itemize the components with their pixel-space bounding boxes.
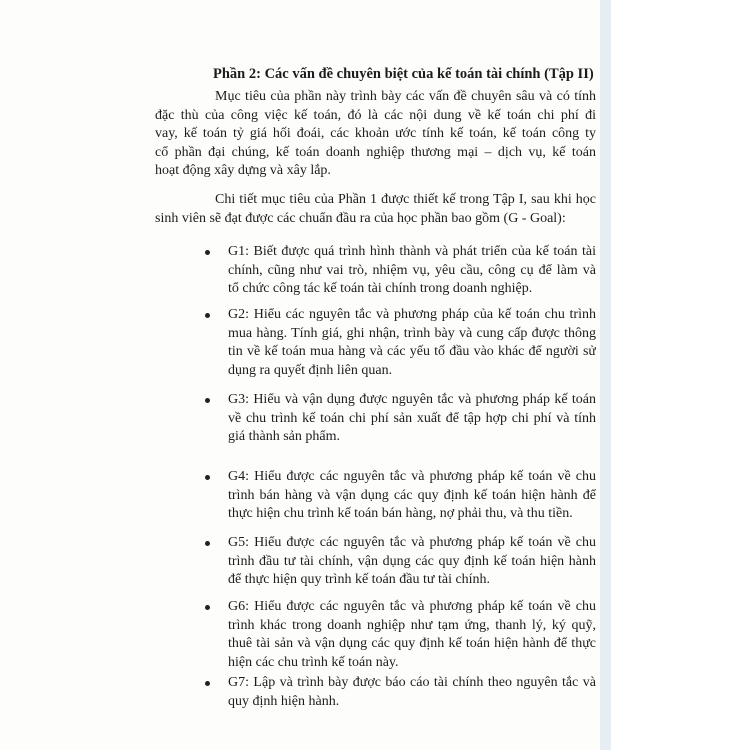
text-line: hoạt động xây dựng và xây lắp. — [155, 163, 331, 178]
bullet-icon — [205, 681, 210, 686]
paragraph — [155, 88, 596, 181]
text-line: trình bán hàng và vận dụng các quy định kế toán hiện hành để — [228, 487, 596, 503]
text-line: G5: Hiểu được các nguyên tắc và phương pháp kế toán về chu — [228, 535, 596, 550]
text-line: G1: Biết được quá trình hình thành và phát triển của kế toán tài — [228, 244, 596, 259]
text-line: hiện các chu trình kế toán này. — [228, 654, 399, 670]
goal-list-item — [228, 391, 596, 447]
text-line: để thực hiện quy trình kế toán đầu tư tài chính. — [228, 572, 491, 587]
text-line: chính, cũng như vai trò, nhiệm vụ, yêu cầu, công cụ để làm và — [228, 262, 596, 278]
text-line: mua hàng. Tính giá, ghi nhận, trình bày và cung cấp được thông — [228, 325, 596, 341]
goal-list-item — [228, 598, 596, 672]
text-line: quy định hiện hành. — [228, 693, 340, 709]
text-line: cổ phần đại chúng, kế toán doanh nghiệp thương mại – dịch vụ, kế toán — [155, 144, 596, 160]
text-line: giá thành sản phẩm. — [228, 429, 340, 444]
text-line: thuê tài sản và vận dụng các quy định kế toán hiện hành để thực — [228, 636, 596, 651]
text-line: đặc thù của công việc kế toán, đó là các nội dung về kế toán chi phí đi — [155, 107, 596, 123]
text-line: Mục tiêu của phần này trình bày các vấn đề chuyên sâu và có tính — [215, 89, 596, 104]
goal-list-item — [228, 306, 596, 380]
text-line: dụng ra quyết định liên quan. — [228, 362, 393, 378]
text-line: G7: Lập và trình bày được báo cáo tài chính theo nguyên tắc và — [228, 675, 596, 690]
text-line: vay, kế toán tỷ giá hối đoái, các khoản ước tính kế toán, kế toán công ty — [155, 126, 596, 141]
section-heading: Phần 2: Các vấn đề chuyên biệt của kế toán tài chính (Tập II) — [213, 66, 594, 82]
text-line: G4: Hiểu được các nguyên tắc và phương pháp kế toán về chu — [228, 469, 596, 484]
text-line: G2: Hiểu các nguyên tắc và phương pháp của kế toán chu trình — [228, 307, 596, 322]
goal-list-item — [228, 243, 596, 299]
bullet-icon — [205, 313, 210, 318]
text-line: thực hiện chu trình kế toán bán hàng, nợ phải thu, và thu tiền. — [228, 506, 573, 521]
text-line: trình khác trong doanh nghiệp như tạm ứng, thanh lý, ký quỹ, — [228, 617, 596, 633]
goal-list-item — [228, 534, 596, 590]
text-line: sinh viên sẽ đạt được các chuẩn đầu ra của học phần bao gồm (G - Goal): — [155, 210, 566, 226]
bullet-icon — [205, 475, 210, 480]
goal-list-item — [228, 468, 596, 524]
paragraph — [155, 191, 596, 228]
bullet-icon — [205, 398, 210, 403]
bullet-icon — [205, 605, 210, 610]
text-line: tin về kế toán mua hàng và các yếu tố đầu vào khác để người sử — [228, 344, 596, 359]
text-line: tổ chức công tác kế toán tài chính trong doanh nghiệp. — [228, 281, 533, 296]
text-line: Chi tiết mục tiêu của Phần 1 được thiết kế trong Tập I, sau khi học — [215, 192, 596, 207]
goal-list-item — [228, 674, 596, 711]
text-line: trình đầu tư tài chính, vận dụng các quy định kế toán hiện hành — [228, 553, 596, 569]
text-line: G6: Hiểu được các nguyên tắc và phương pháp kế toán về chu — [228, 599, 596, 614]
bullet-icon — [205, 541, 210, 546]
text-line: G3: Hiểu và vận dụng được nguyên tắc và phương pháp kế toán — [228, 392, 596, 407]
bullet-icon — [205, 250, 210, 255]
text-line: về chu trình kế toán chi phí sản xuất để tập hợp chi phí và tính — [228, 410, 596, 426]
